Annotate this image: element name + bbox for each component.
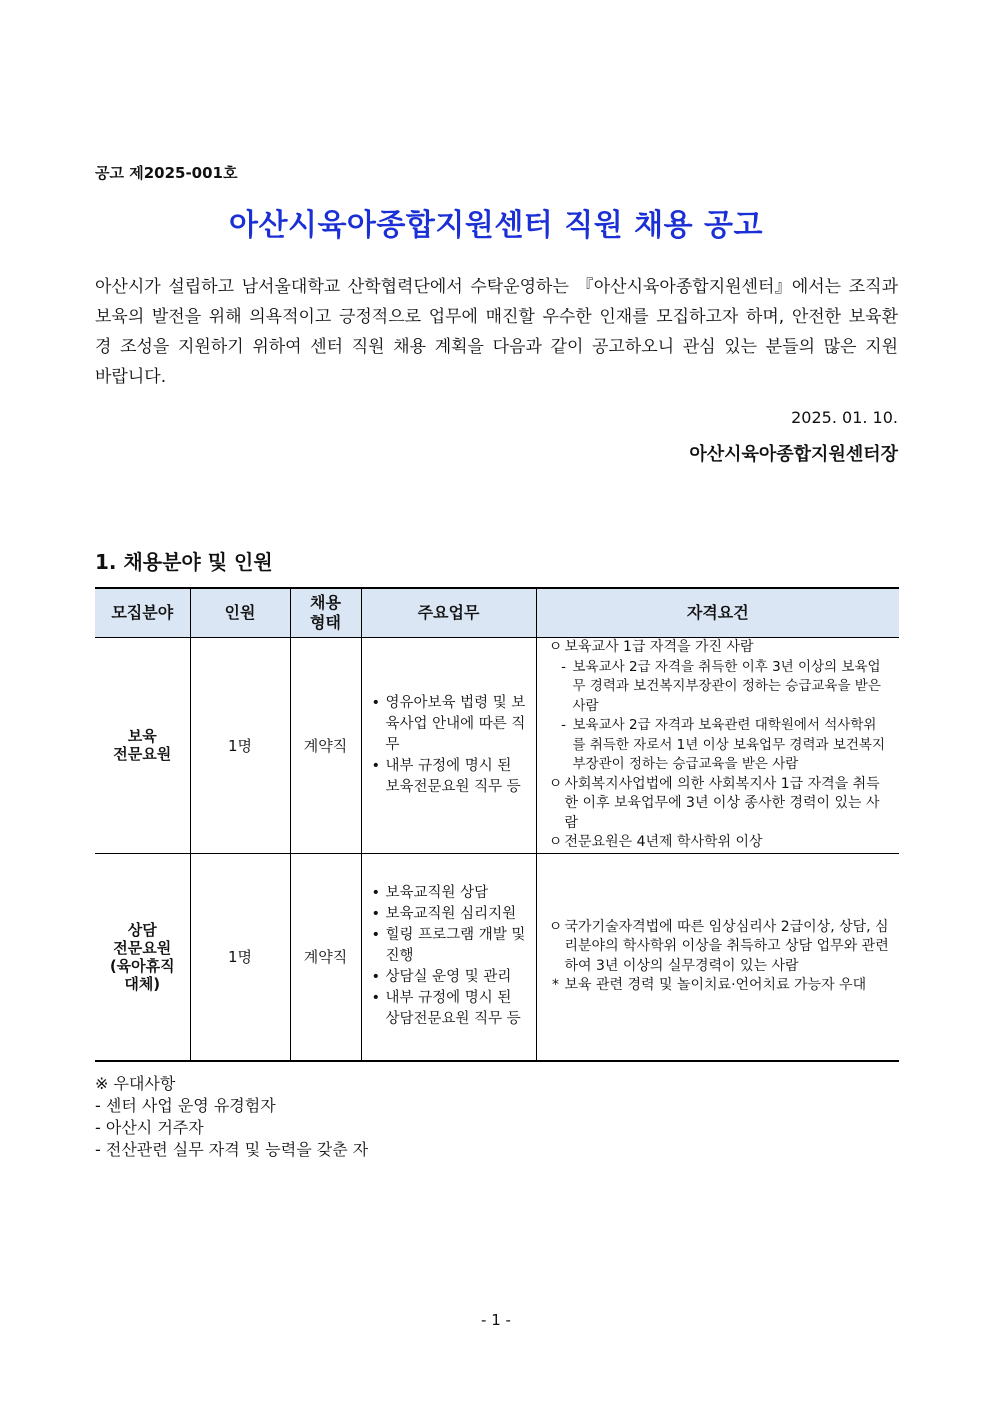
qualification-text: 사회복지사업법에 의한 사회복지사 1급 자격을 취득한 이후 보육업무에 3년 이상 종사한 경력이 있는 사람 [564,775,880,831]
qualification-item [547,716,890,775]
qualification-text: 보육교사 2급 자격을 취득한 이후 3년 이상의 보육업무 경력과 보건복지부장관이 정하는 승급교육을 받은 사람 [572,658,881,714]
qualifications-cell [536,638,899,854]
table-header-row [95,588,899,638]
page-title: 아산시육아종합지원센터 직원 채용 공고 [229,208,763,243]
asterisk-icon: * [552,977,559,994]
notice-number: 공고 제2025-001호 [95,164,238,182]
preferences [95,1073,368,1161]
preference-item: - 아산시 거주자 [95,1118,204,1137]
dash-bullet-icon: - [561,717,566,733]
table-row [95,638,899,854]
duty-item: • 상담실 운영 및 관리 [372,967,528,988]
qualification-text: 전문요원은 4년제 학사학위 이상 [564,834,763,850]
header-duties: 주요업무 [361,588,536,638]
qualification-text: 국가기술자격법에 따른 임상심리사 2급이상, 상담, 심리분야의 학사학위 이상을 취득하고 상담 업무와 관련하여 3년 이상의 실무경력이 있는 사람 [564,918,889,974]
qualification-item [547,976,890,996]
section-heading-recruitment: 1. 채용분야 및 인원 [95,550,273,574]
header-type: 채용 형태 [290,588,361,638]
duties-list [362,693,536,798]
type-cell: 계약직 [290,638,361,854]
header-qualifications: 자격요건 [536,588,899,638]
count-cell: 1명 [190,853,290,1061]
header-count: 인원 [190,588,290,638]
duty-item: • 힐링 프로그램 개발 및 진행 [372,925,528,967]
duty-item: • 내부 규정에 명시 된 상담전문요원 직무 등 [372,988,528,1030]
qualification-item [547,918,890,977]
duties-list [362,883,536,1030]
field-cell: 상담 전문요원 (육아휴직 대체) [95,853,190,1061]
qualification-item [547,775,890,834]
dash-bullet-icon: - [561,658,566,675]
announcement-date: 2025. 01. 10. [791,408,898,427]
circle-bullet-icon: ㅇ [548,918,563,935]
qualification-item [547,638,890,658]
qualification-item [547,658,890,717]
duty-item: • 보육교직원 심리지원 [372,904,528,925]
preferences-heading: ※ 우대사항 [95,1074,176,1093]
qualifications-list [537,638,900,853]
preference-item: - 센터 사업 운영 유경험자 [95,1096,276,1115]
circle-bullet-icon: ㅇ [548,639,563,655]
signatory: 아산시육아종합지원센터장 [689,444,898,465]
qualification-item [547,833,890,853]
preference-item: - 전산관련 실무 자격 및 능력을 갖춘 자 [95,1140,369,1159]
recruitment-table [95,587,899,1062]
count-cell: 1명 [190,638,290,854]
type-cell: 계약직 [290,853,361,1061]
duties-cell [361,638,536,854]
header-field: 모집분야 [95,588,190,638]
qualifications-list [537,918,900,996]
duty-item: • 영유아보육 법령 및 보육사업 안내에 따른 직무 [372,693,528,756]
qualifications-cell [536,853,899,1061]
circle-bullet-icon: ㅇ [548,775,563,792]
duties-cell [361,853,536,1061]
intro-paragraph: 아산시가 설립하고 남서울대학교 산학협력단에서 수탁운영하는 『아산시육아종합지원센터』에서는 조직과 보육의 발전을 위해 의욕적이고 긍정적으로 업무에 매진할 우수한 인재를 모집하고자 하며, 안전한 보육환경 조성을 지원하기 위하여 센터 직원 채용 계획을 다음과 같이 공고하오니 관심 있는 분들의 많은 지원 바랍니다. [95,277,898,387]
table-row [95,853,899,1061]
qualification-text: 보육교사 1급 자격을 가진 사람 [564,639,754,655]
circle-bullet-icon: ㅇ [548,834,563,850]
page-number: - 1 - [481,1311,511,1329]
duty-item: • 내부 규정에 명시 된 보육전문요원 직무 등 [372,756,528,798]
qualification-text: 보육 관련 경력 및 놀이치료·언어치료 가능자 우대 [564,977,867,994]
duty-item: • 보육교직원 상담 [372,883,528,904]
qualification-text: 보육교사 2급 자격과 보육관련 대학원에서 석사학위를 취득한 자로서 1년 이상 보육업무 경력과 보건복지부장관이 정하는 승급교육을 받은 사람 [572,717,885,772]
field-cell: 보육 전문요원 [95,638,190,854]
